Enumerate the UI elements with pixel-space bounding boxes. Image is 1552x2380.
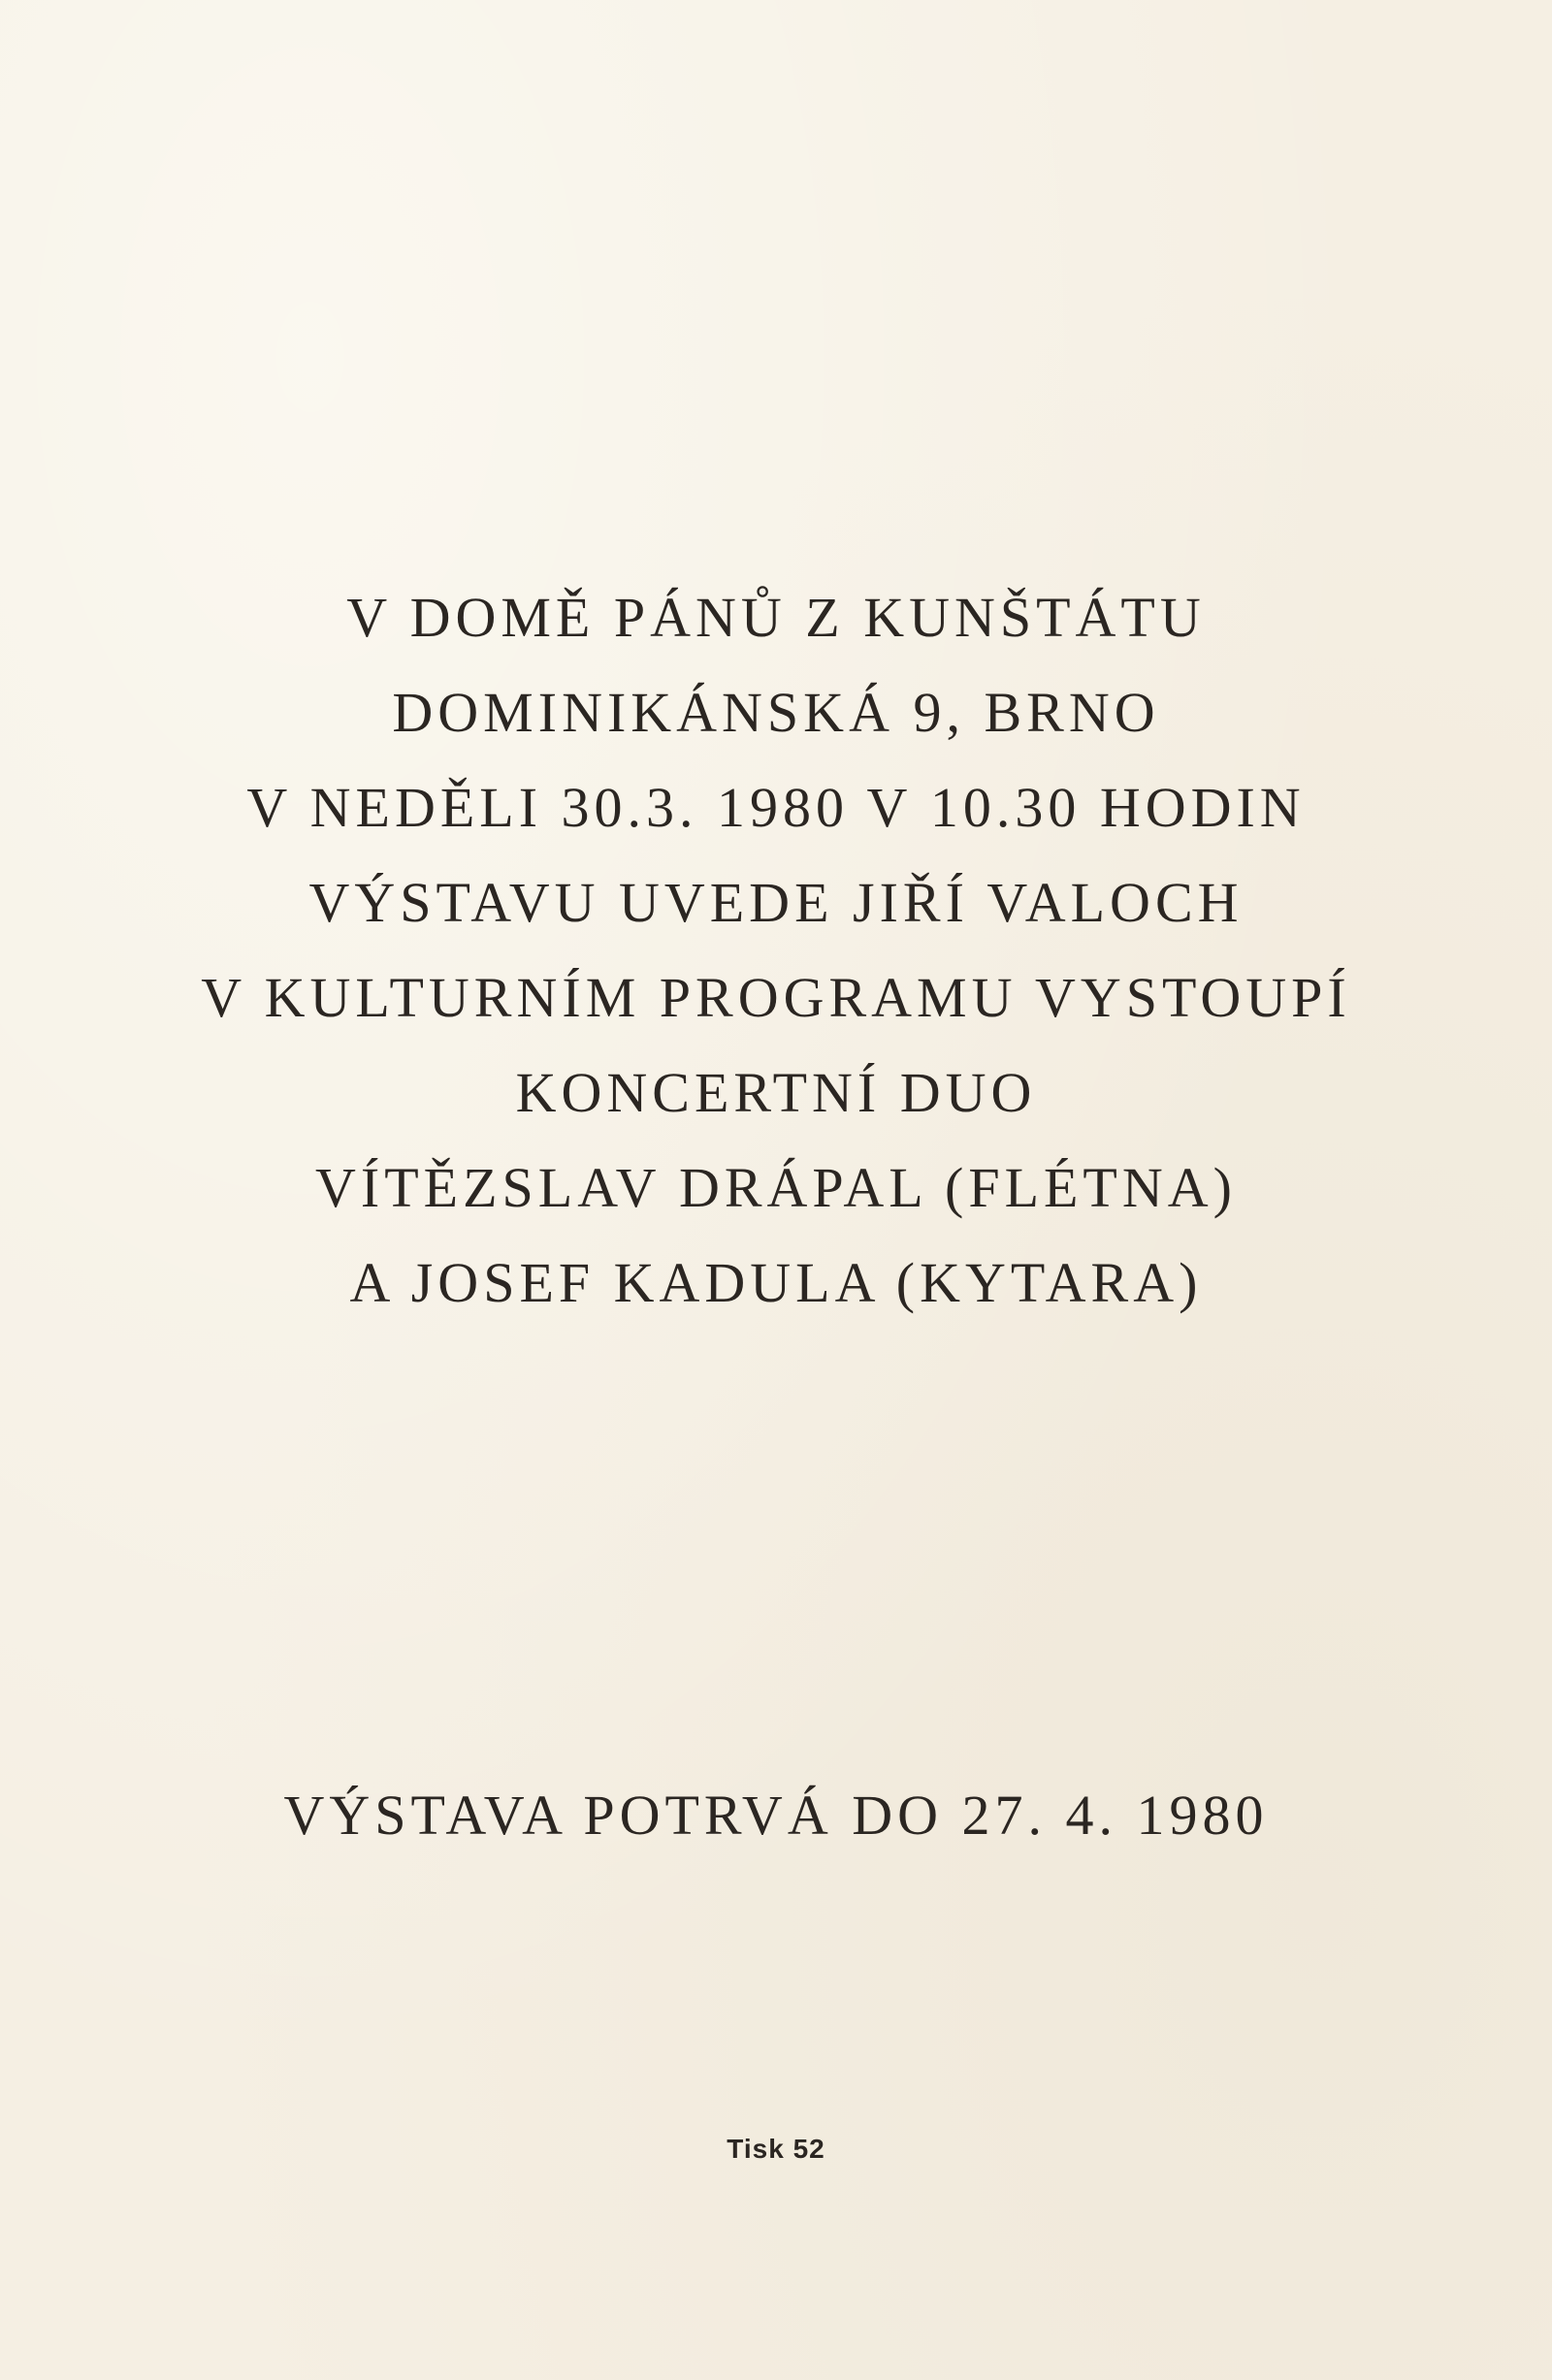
opening-speaker-line: VÝSTAVU UVEDE JIŘÍ VALOCH — [308, 871, 1244, 934]
duration-line: VÝSTAVA POTRVÁ DO 27. 4. 1980 — [283, 1784, 1269, 1847]
printer-mark: Tisk 52 — [727, 2134, 825, 2164]
program-line: V KULTURNÍM PROGRAMU VYSTOUPÍ — [201, 966, 1351, 1029]
address-line: DOMINIKÁNSKÁ 9, BRNO — [392, 681, 1160, 744]
performer-line-2: A JOSEF KADULA (KYTARA) — [349, 1251, 1203, 1314]
performer-line-1: VÍTĚZSLAV DRÁPAL (FLÉTNA) — [315, 1156, 1237, 1219]
date-time-line: V NEDĚLI 30.3. 1980 V 10.30 HODIN — [246, 776, 1306, 839]
invitation-details — [0, 570, 1552, 1331]
venue-line: V DOMĚ PÁNŮ Z KUNŠTÁTU — [346, 586, 1206, 649]
ensemble-line: KONCERTNÍ DUO — [515, 1061, 1037, 1124]
exhibition-duration — [0, 1768, 1552, 1863]
